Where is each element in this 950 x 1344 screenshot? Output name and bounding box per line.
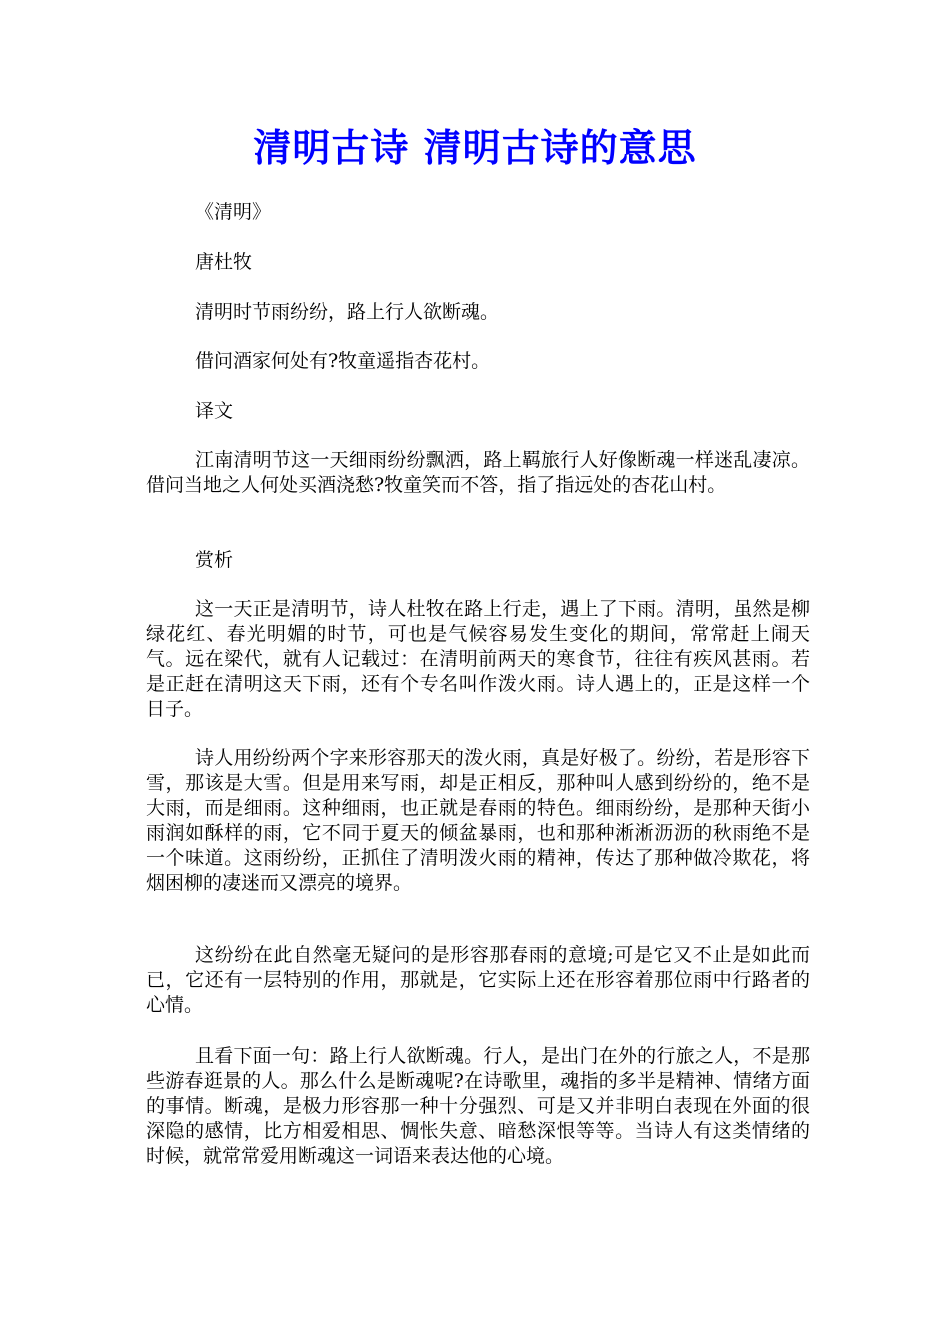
appreciation-paragraph-1: 这一天正是清明节，诗人杜牧在路上行走，遇上了下雨。清明，虽然是柳绿花红、春光明媚的时节，可也是气候容易发生变化的期间，常常赶上闹天气。远在梁代，就有人记载过：在清明前两天的寒食节，往往有疾风甚雨。若是正赶在清明这天下雨，还有个专名叫作泼火雨。诗人遇上的，正是这样一个日子。 (146, 598, 810, 720)
poem-author: 唐杜牧 (195, 251, 253, 273)
appreciation-heading: 赏析 (195, 549, 234, 571)
appreciation-paragraph-3: 这纷纷在此自然毫无疑问的是形容那春雨的意境;可是它又不止是如此而已，它还有一层特别的作用，那就是，它实际上还在形容着那位雨中行路者的心情。 (146, 944, 810, 1016)
page-title: 清明古诗 清明古诗的意思 (253, 125, 697, 170)
translation-heading: 译文 (195, 400, 234, 422)
poem-line-2: 借问酒家何处有?牧童遥指杏花村。 (195, 350, 491, 372)
translation-paragraph: 江南清明节这一天细雨纷纷飘洒，路上羁旅行人好像断魂一样迷乱凄凉。借问当地之人何处买酒浇愁?牧童笑而不答，指了指远处的杏花山村。 (146, 449, 810, 496)
poem-line-1: 清明时节雨纷纷，路上行人欲断魂。 (195, 301, 500, 323)
appreciation-paragraph-4: 且看下面一句：路上行人欲断魂。行人，是出门在外的行旅之人，不是那些游春逛景的人。那么什么是断魂呢?在诗歌里，魂指的多半是精神、情绪方面的事情。断魂，是极力形容那一种十分强烈、可是又并非明白表现在外面的很深隐的感情，比方相爱相思、惆怅失意、暗愁深恨等等。当诗人有这类情绪的时候，就常常爱用断魂这一词语来表达他的心境。 (146, 1045, 810, 1167)
poem-title: 《清明》 (195, 201, 272, 223)
appreciation-paragraph-2: 诗人用纷纷两个字来形容那天的泼火雨，真是好极了。纷纷，若是形容下雪，那该是大雪。但是用来写雨，却是正相反，那种叫人感到纷纷的，绝不是大雨，而是细雨。这种细雨，也正就是春雨的特色。细雨纷纷，是那种天街小雨润如酥样的雨，它不同于夏天的倾盆暴雨，也和那种淅淅沥沥的秋雨绝不是一个味道。这雨纷纷，正抓住了清明泼火雨的精神，传达了那种做冷欺花，将烟困柳的凄迷而又漂亮的境界。 (146, 747, 810, 894)
